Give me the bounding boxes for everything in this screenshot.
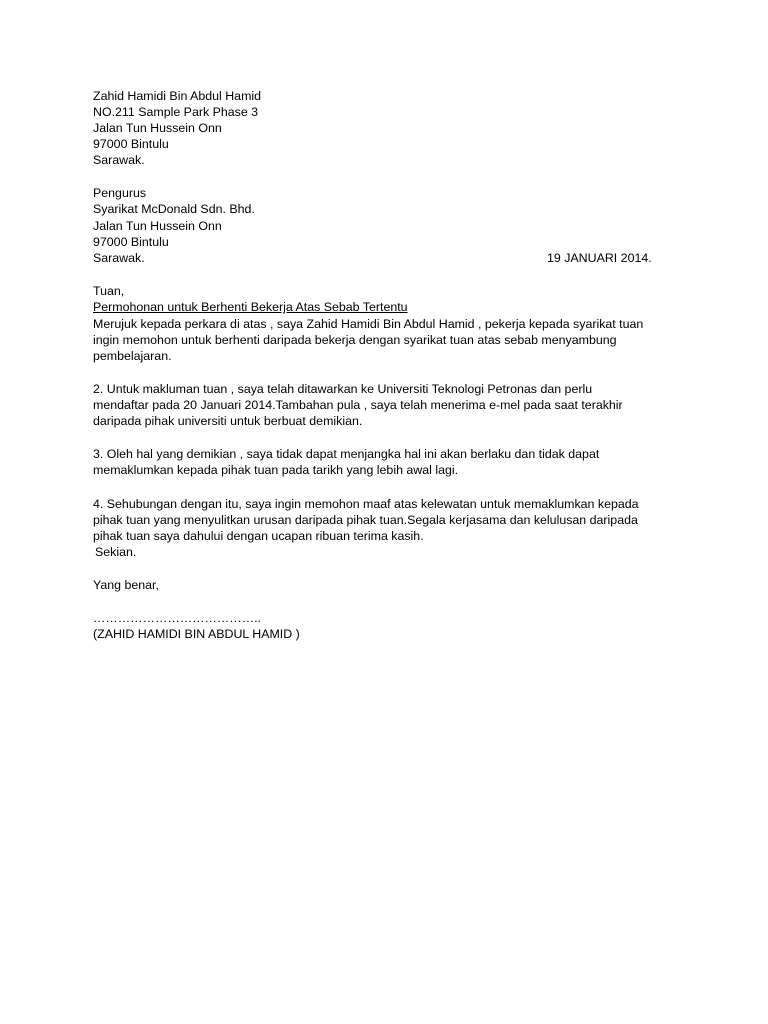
- paragraph-3-line-2: memaklumkan kepada pihak tuan pada tarikh yang lebih awal lagi.: [93, 463, 459, 477]
- salutation: Tuan,: [93, 284, 125, 298]
- subject-line: Permohonan untuk Berhenti Bekerja Atas Sebab Tertentu: [93, 300, 408, 314]
- signature-name: (ZAHID HAMIDI BIN ABDUL HAMID ): [93, 627, 300, 641]
- paragraph-4-line-3: pihak tuan saya dahului dengan ucapan ribuan terima kasih.: [93, 529, 424, 543]
- recipient-postcode-city: 97000 Bintulu: [93, 235, 169, 249]
- paragraph-1-line-3: pembelajaran.: [93, 349, 172, 363]
- signature-line: …………………………………..: [93, 611, 261, 625]
- paragraph-2-line-3: daripada pihak universiti untuk berbuat demikian.: [93, 414, 363, 428]
- recipient-title: Pengurus: [93, 186, 147, 200]
- sender-state: Sarawak.: [93, 153, 145, 167]
- sender-address-line-2: Jalan Tun Hussein Onn: [93, 121, 222, 135]
- paragraph-2-line-1: 2. Untuk makluman tuan , saya telah ditawarkan ke Universiti Teknologi Petronas dan perlu: [93, 382, 593, 396]
- paragraph-4-line-2: pihak tuan yang menyulitkan urusan daripada pihak tuan.Segala kerjasama dan kelulusan daripada: [93, 513, 638, 527]
- paragraph-3-line-1: 3. Oleh hal yang demikian , saya tidak dapat menjangka hal ini akan berlaku dan tidak dapat: [93, 447, 600, 461]
- recipient-address-line-1: Jalan Tun Hussein Onn: [93, 219, 222, 233]
- closing-remark: Sekian.: [95, 545, 137, 559]
- paragraph-1-line-2: ingin memohon untuk berhenti daripada bekerja dengan syarikat tuan atas sebab menyambung: [93, 333, 617, 347]
- closing-phrase: Yang benar,: [93, 578, 159, 592]
- paragraph-2-line-2: mendaftar pada 20 Januari 2014.Tambahan pula , saya telah menerima e-mel pada saat terakhir: [93, 398, 623, 412]
- sender-address-line-1: NO.211 Sample Park Phase 3: [93, 105, 259, 119]
- paragraph-1-line-1: Merujuk kepada perkara di atas , saya Zahid Hamidi Bin Abdul Hamid , pekerja kepada syarikat tuan: [93, 317, 644, 331]
- letter-date: 19 JANUARI 2014.: [547, 251, 652, 265]
- sender-postcode-city: 97000 Bintulu: [93, 137, 169, 151]
- recipient-state: Sarawak.: [93, 251, 145, 265]
- sender-name: Zahid Hamidi Bin Abdul Hamid: [93, 89, 262, 103]
- recipient-company: Syarikat McDonald Sdn. Bhd.: [93, 202, 255, 216]
- paragraph-4-line-1: 4. Sehubungan dengan itu, saya ingin memohon maaf atas kelewatan untuk memaklumkan kepada: [93, 497, 639, 511]
